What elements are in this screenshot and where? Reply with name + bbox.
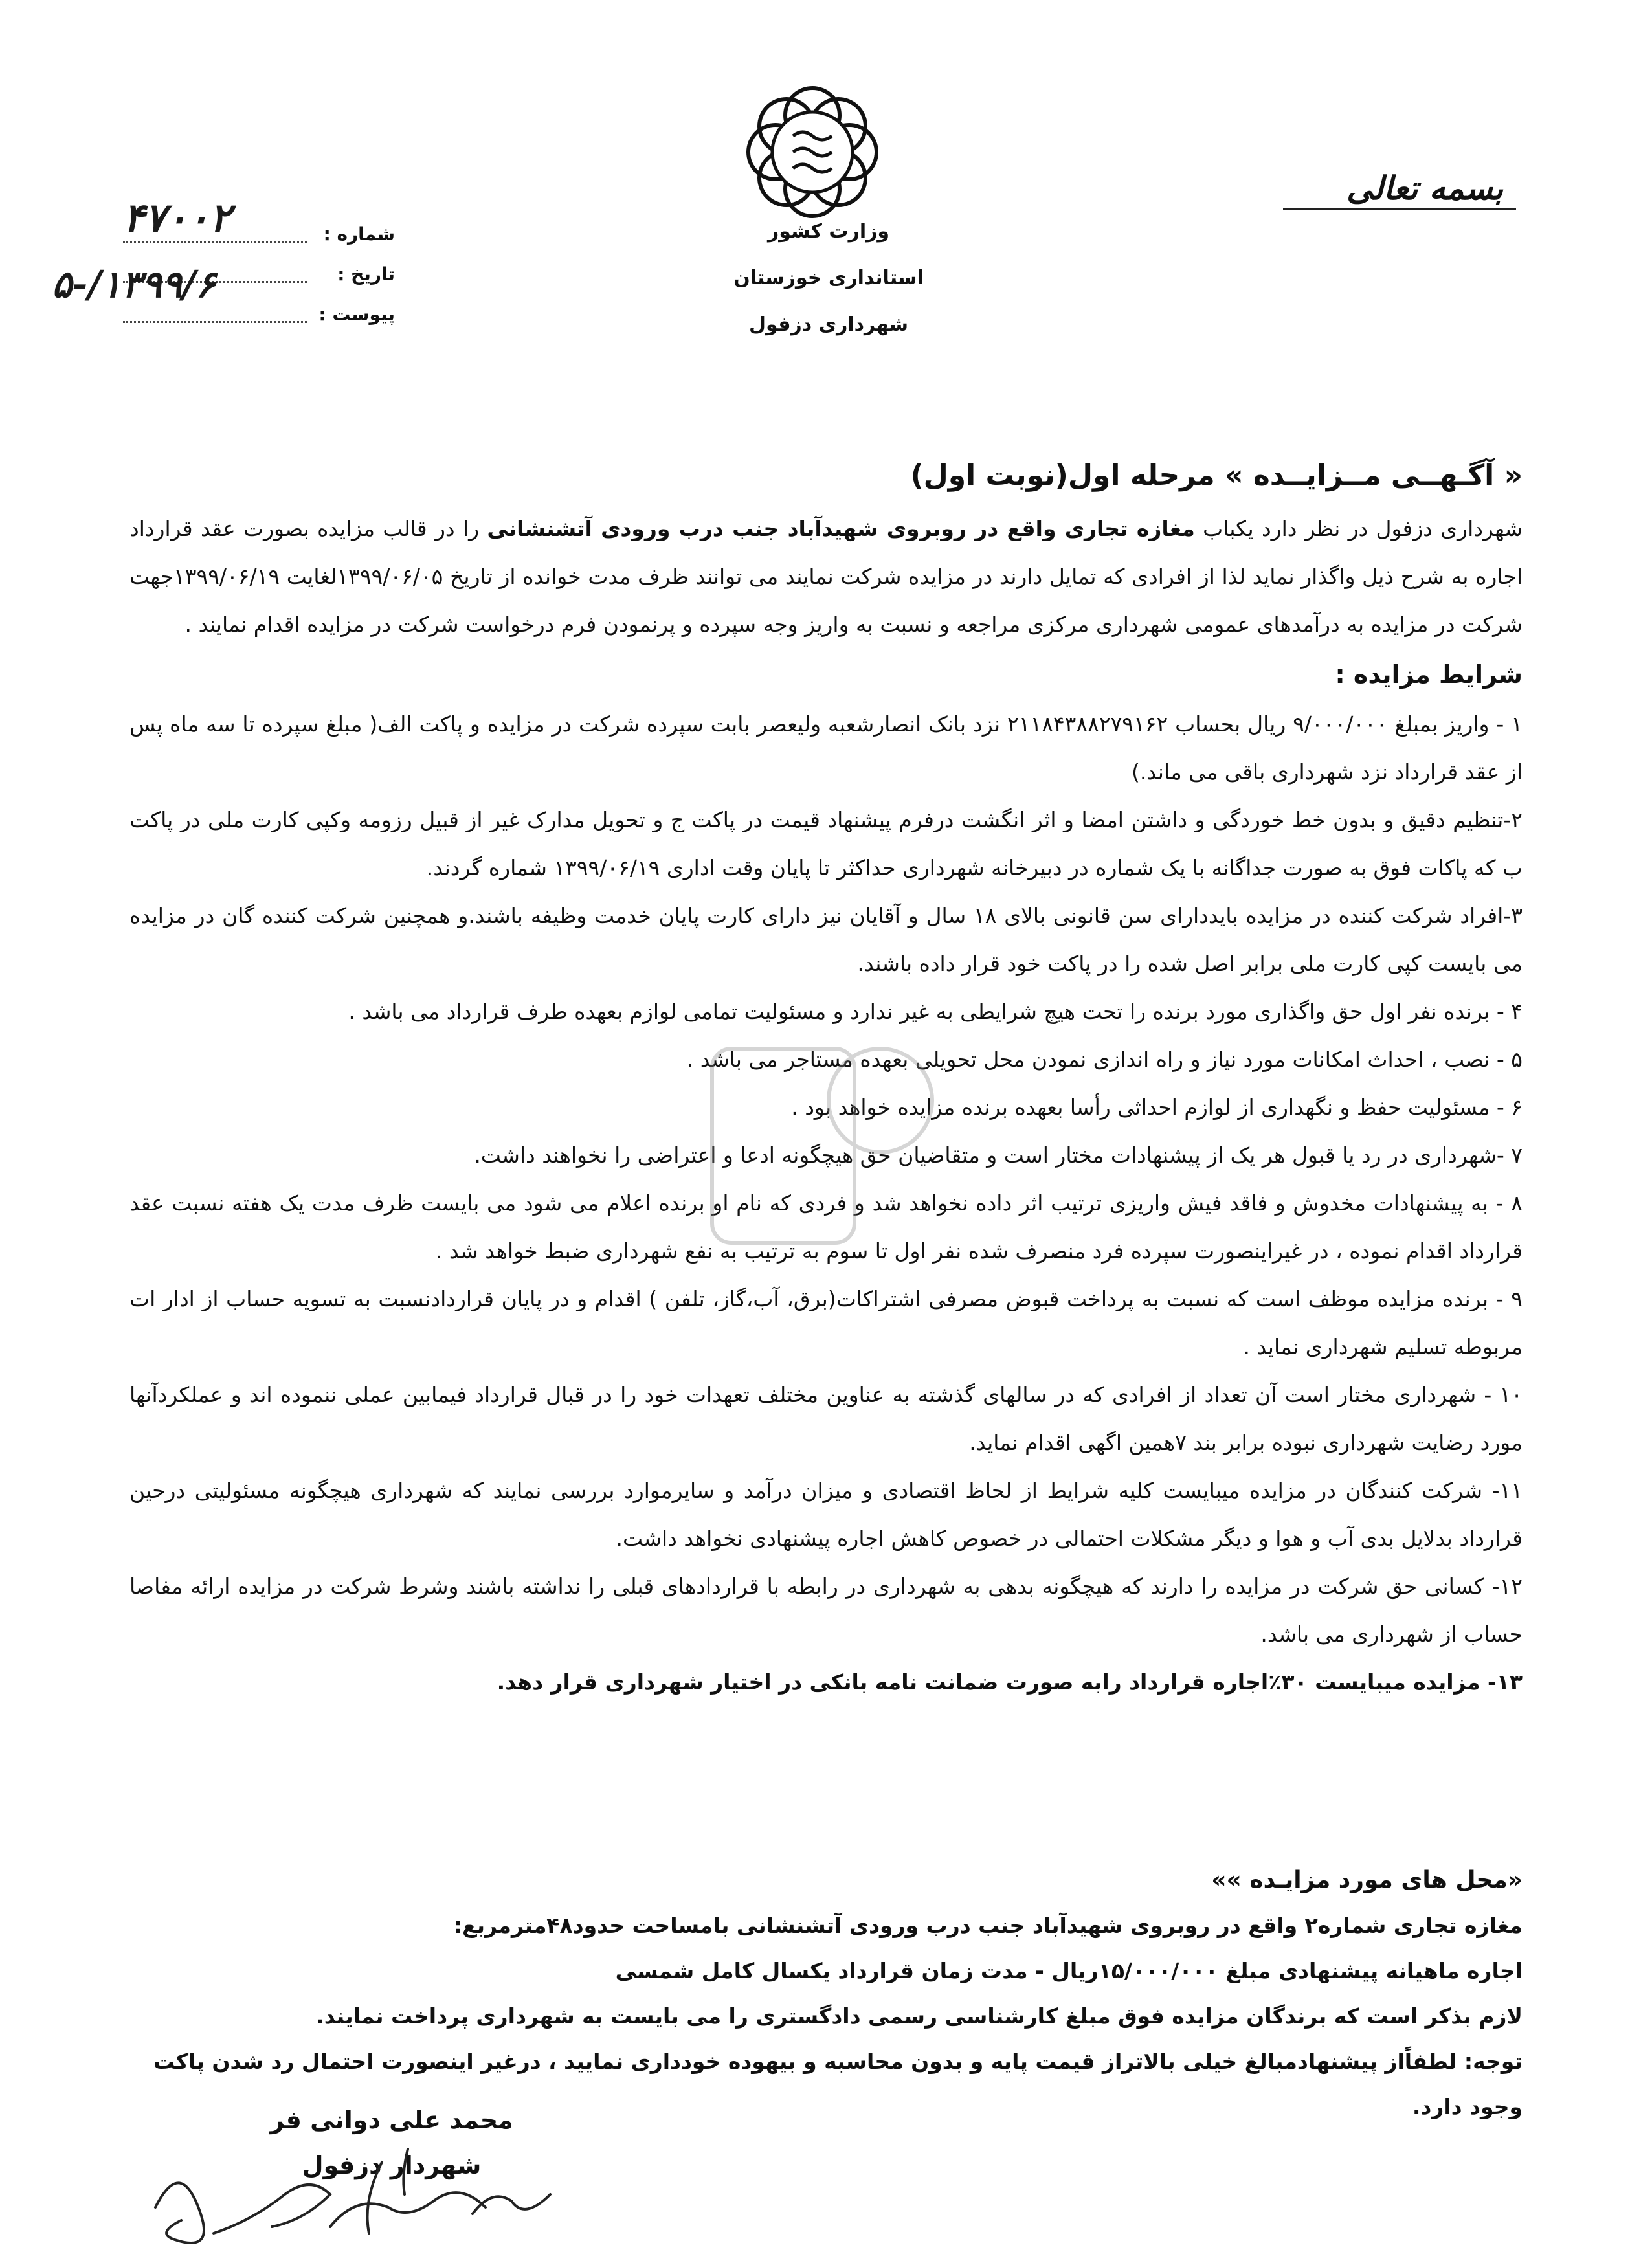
basmala-heading: بسمه تعالی [1346, 170, 1503, 207]
places-line-note: توجه: لطفاًاز پیشنهادمبالغ خیلی بالاتراز قیمت پایه و بدون محاسبه و بیهوده خودداری نمایید ، درغیر اینصورت احتمال رد شدن پاکت وجود دارد. [153, 2049, 1523, 2119]
places-heading: «محل های مورد مزایـده »» [1211, 1867, 1523, 1893]
condition-item: ۶ - مسئولیت حفظ و نگهداری از لوازم احداثی رأسا بعهده برنده مزایده خواهد بود . [791, 1095, 1523, 1120]
municipality-name: شهرداری دزفول [748, 313, 908, 336]
condition-item: ۱۳- مزایده میبایست ۳۰٪اجاره قرارداد رابه صورت ضمانت نامه بانکی در اختیار شهرداری قرار دهد. [497, 1669, 1523, 1695]
municipality-logo [738, 78, 887, 227]
condition-item: ۹ - برنده مزایده موظف است که نسبت به پرداخت قبوض مصرفی اشتراکات(برق، آب،گاز، تلفن ) اقدام و در پایان قراردادنسبت به تسویه حساب از ادار ات مربوطه تسلیم شهرداری نماید . [129, 1286, 1523, 1359]
conditions-heading: شرایط مزایده : [1335, 660, 1523, 689]
condition-item: ۷ -شهرداری در رد یا قبول هر یک از پیشنهادات مختار است و متقاضیان حق هیچگونه ادعا و اعتراضی را نخواهند داشت. [474, 1143, 1523, 1168]
basmala-underline [1283, 208, 1516, 210]
condition-item: ۸ - به پیشنهادات مخدوش و فاقد فیش واریزی ترتیب اثر داده نخواهد شد و فردی که نام او برنده اعلام می شود می بایست ظرف مدت یک هفته نسبت عقد قرارداد اقدام نموده ، در غیراینصورت سپرده فرد منصرف شده نفر اول تا سوم به ترتیب به نفع شهرداری ضبط خواهد شد . [129, 1190, 1523, 1264]
notice-intro [129, 505, 1523, 649]
signatory-position: شهردار دزفول [302, 2151, 482, 2179]
condition-item: ۴ - برنده نفر اول حق واگذاری مورد برنده را تحت هیچ شرایطی به غیر ندارد و مسئولیت تمامی لوازم بعهده طرف قرارداد می باشد . [348, 999, 1523, 1024]
number-value: ۴۷۰۰۲ [123, 194, 231, 241]
registration-stamp [686, 1023, 958, 1295]
ministry-name: وزارت کشور [767, 220, 890, 243]
date-label: تاریخ : [337, 263, 395, 285]
date-value: ۱۳۹۹/۶/-۵ [52, 262, 216, 306]
condition-item: ۱۲- کسانی حق شرکت در مزایده را دارند که هیچگونه بدهی به شهرداری در رابطه با قراردادهای قبلی را نداشته باشند وشرط شرکت در مزایده ارائه مفاصا حساب از شهرداری می باشد. [129, 1574, 1523, 1647]
condition-item: ۱۰ - شهرداری مختار است آن تعداد از افرادی که در سالهای گذشته به عناوین مختلف تعهدات خود را در قبال قرارداد فیمابین عملی ننموده اند و عملکردآنها مورد رضایت شهرداری نبوده برابر بند ۷همین اگهی اقدام نماید. [129, 1382, 1523, 1455]
intro-bold-location: مغازه تجاری واقع در روبروی شهیدآباد جنب درب ورودی آتشنشانی [487, 516, 1195, 541]
attachment-label: پیوست : [318, 303, 395, 325]
condition-item: ۲-تنظیم دقیق و بدون خط خوردگی و داشتن امضا و اثر انگشت درفرم پیشنهاد قیمت در پاکت ج و تحویل مدارک غیر از قبیل رزومه وکپی کارت ملی در پاکت ب که پاکات فوق به صورت جداگانه با یک شماره در دبیرخانه شهرداری حداکثر تا پایان وقت اداری ۱۳۹۹/۰۶/۱۹ شماره گردند. [129, 807, 1523, 880]
condition-item: ۳-افراد شرکت کننده در مزایده بایددارای سن قانونی بالای ۱۸ سال و آقایان نیز دارای کارت پایان خدمت وظیفه باشند.و همچنین شرکت کننده گان در مزایده می بایست کپی کارت ملی برابر اصل شده را در پاکت خود قرار داده باشند. [129, 903, 1523, 976]
auction-places [129, 1858, 1523, 2130]
intro-text-2: را در قالب مزایده بصورت عقد قرارداد اجاره به شرح ذیل واگذار نماید لذا از افرادی که تمایل دارند در مزایده شرکت نمایند می توانند ظرف مدت خوانده از تاریخ ۱۳۹۹/۰۶/۰۵لغایت ۱۳۹۹/۰۶/۱۹جهت شرکت در مزایده به درآمدهای عمومی شهرداری مرکزی مراجعه و نسبت به واریز وجه سپرده و پرنمودن فرم درخواست شرکت در مزایده اقدام نمایند . [129, 516, 1523, 637]
notice-title: « آگـهــی مــزایــده » مرحله اول(نوبت اول) [910, 459, 1523, 492]
condition-item: ۵ - نصب ، احداث امکانات مورد نیاز و راه اندازی نمودن محل تحویلی بعهده مستاجر می باشد . [686, 1047, 1523, 1072]
condition-item: ۱۱- شرکت کنندگان در مزایده میبایست کلیه شرایط از لحاظ اقتصادی و میزان درآمد و سایرموارد بررسی نمایند که شهرداری هیچگونه مسئولیتی درحین قرارداد بدلایل بدی آب و هوا و دیگر مشکلات احتمالی در خصوص کاهش اجاره پیشنهادی نخواهد داشت. [129, 1478, 1523, 1551]
attachment-dots [123, 306, 307, 323]
intro-text-1: شهرداری دزفول در نظر دارد یکباب [1194, 516, 1523, 541]
signatory-name: محمد علی دوانی فر [270, 2106, 513, 2134]
places-line-shop: مغازه تجاری شماره۲ واقع در روبروی شهیدآباد جنب درب ورودی آتشنشانی بامساحت حدود۴۸مترمربع: [453, 1913, 1523, 1938]
number-label: شماره : [323, 223, 395, 245]
governorate-name: استانداری خوزستان [733, 267, 924, 289]
handwritten-signature [136, 2136, 589, 2259]
places-line-rent: اجاره ماهیانه پیشنهادی مبلغ ۱۵/۰۰۰/۰۰۰ریال - مدت زمان قرارداد یکسال کامل شمسی [615, 1958, 1523, 1983]
condition-item: ۱ - واریز بمبلغ ۹/۰۰۰/۰۰۰ ریال بحساب ۲۱۱۸۴۳۸۸۲۷۹۱۶۲ نزد بانک انصارشعبه ولیعصر بابت سپرده شرکت در مزایده و پاکت الف( مبلغ سپرده تا سه ماه پس از عقد قرارداد نزد شهرداری باقی می ماند.) [129, 711, 1523, 785]
places-line-expert-fee: لازم بذکر است که برندگان مزایده فوق مبلغ کارشناسی رسمی دادگستری را می بایست به شهرداری پرداخت نمایند. [316, 2003, 1523, 2029]
